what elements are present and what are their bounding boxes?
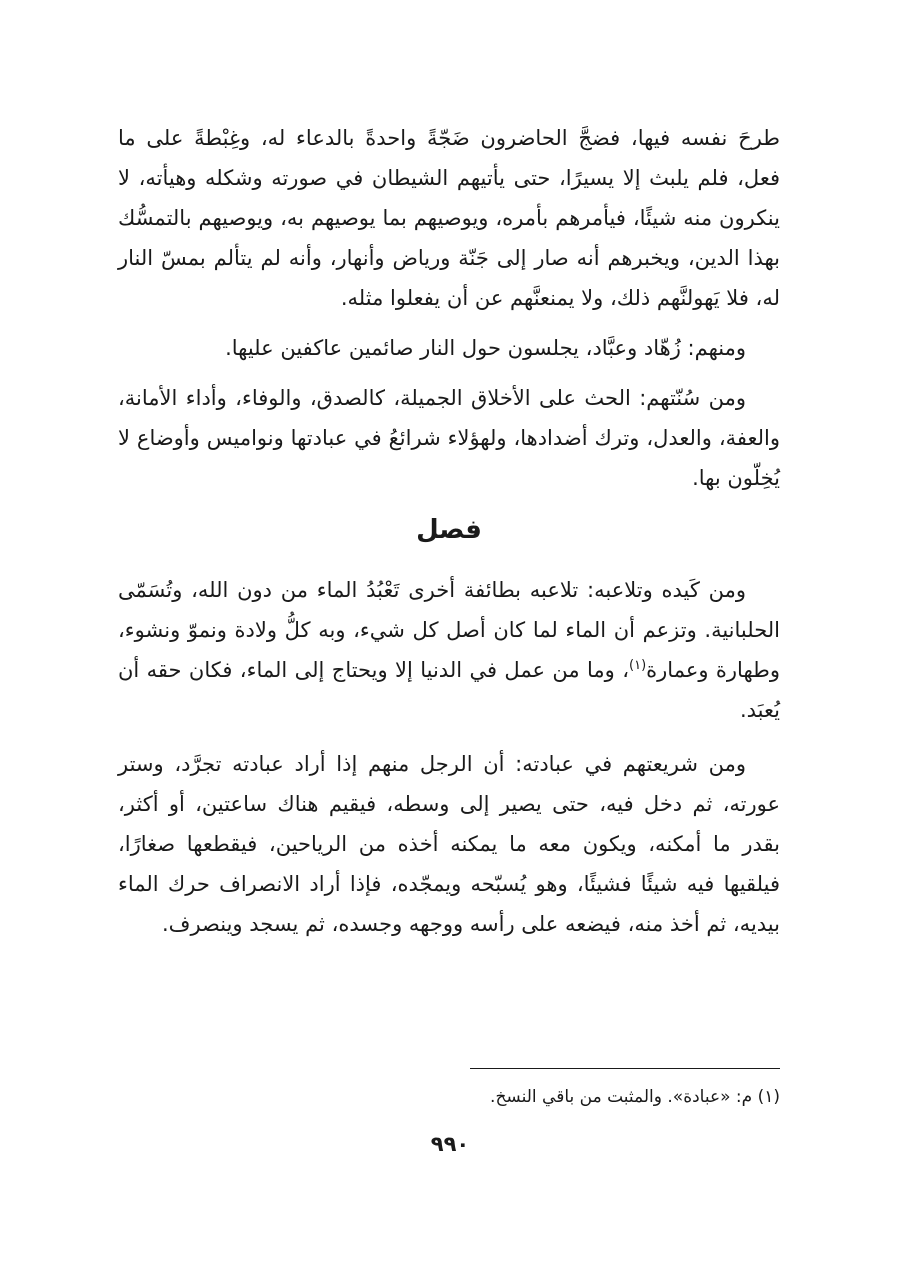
paragraph-3: ومن سُنّتهم: الحث على الأخلاق الجميلة، كالصدق، والوفاء، وأداء الأمانة، والعفة، والعدل، وترك أضدادها، ولهؤلاء شرائعُ في عبادتها ونواميس وأوضاع لا يُخِلّون بها. xyxy=(118,386,780,490)
paragraph-1: طرحَ نفسه فيها، فضجَّ الحاضرون ضَجّةً واحدةً بالدعاء له، وغِبْطةً على ما فعل، فلم يلبث إلا يسيرًا، حتى يأتيهم الشيطان في صورته وشكله وهيأته، لا ينكرون منه شيئًا، فيأمرهم بأمره، ويوصيهم بما يوصيهم به، ويوصيهم بالتمسُّك بهذا الدين، ويخبرهم أنه صار إلى جَنّة ورياض وأنهار، وأنه لم يتألم بمسّ النار له، فلا يَهولنَّهم ذلك، ولا يمنعنَّهم عن أن يفعلوا مثله. xyxy=(118,126,780,310)
paragraph-4-text-before-ref: ومن كَيده وتلاعبه: تلاعبه بطائفة أخرى تَعْبُدُ الماء من دون الله، وتُسَمّى الحلبانية. وتزعم أن الماء لما كان أصل كل شيء، وبه كلُّ ولادة ونموّ ونشوء، وطهارة وعمارة xyxy=(118,578,780,682)
footnote: (١) م: «عبادة». والمثبت من باقي النسخ. xyxy=(490,1087,780,1107)
page-body xyxy=(118,118,780,944)
paragraph-2: ومنهم: زُهّاد وعبَّاد، يجلسون حول النار صائمين عاكفين عليها. xyxy=(225,336,746,360)
page-number: ٩٩٠ xyxy=(430,1132,470,1156)
paragraph-5: ومن شريعتهم في عبادته: أن الرجل منهم إذا أراد عبادته تجرَّد، وستر عورته، ثم دخل فيه، حتى يصير إلى وسطه، فيقيم هناك ساعتين، أو أكثر، بقدر ما أمكنه، ويكون معه ما يمكنه أخذه من الرياحين، فيقطعها صغارًا، فيلقيها فيه شيئًا فشيئًا، وهو يُسبّحه ويمجّده، فإذا أراد الانصراف حرك الماء بيديه، ثم أخذ منه، فيضعه على رأسه ووجهه وجسده، ثم يسجد وينصرف. xyxy=(118,752,780,936)
footnote-reference: (١) xyxy=(629,658,647,673)
section-heading: فصل xyxy=(416,515,482,545)
paragraph-4-text-after-ref: ، وما من عمل في الدنيا إلا ويحتاج إلى الماء، فكان حقه أن يُعبَد. xyxy=(118,658,780,722)
footnote-divider xyxy=(470,1068,780,1069)
paragraph-4 xyxy=(118,570,780,730)
